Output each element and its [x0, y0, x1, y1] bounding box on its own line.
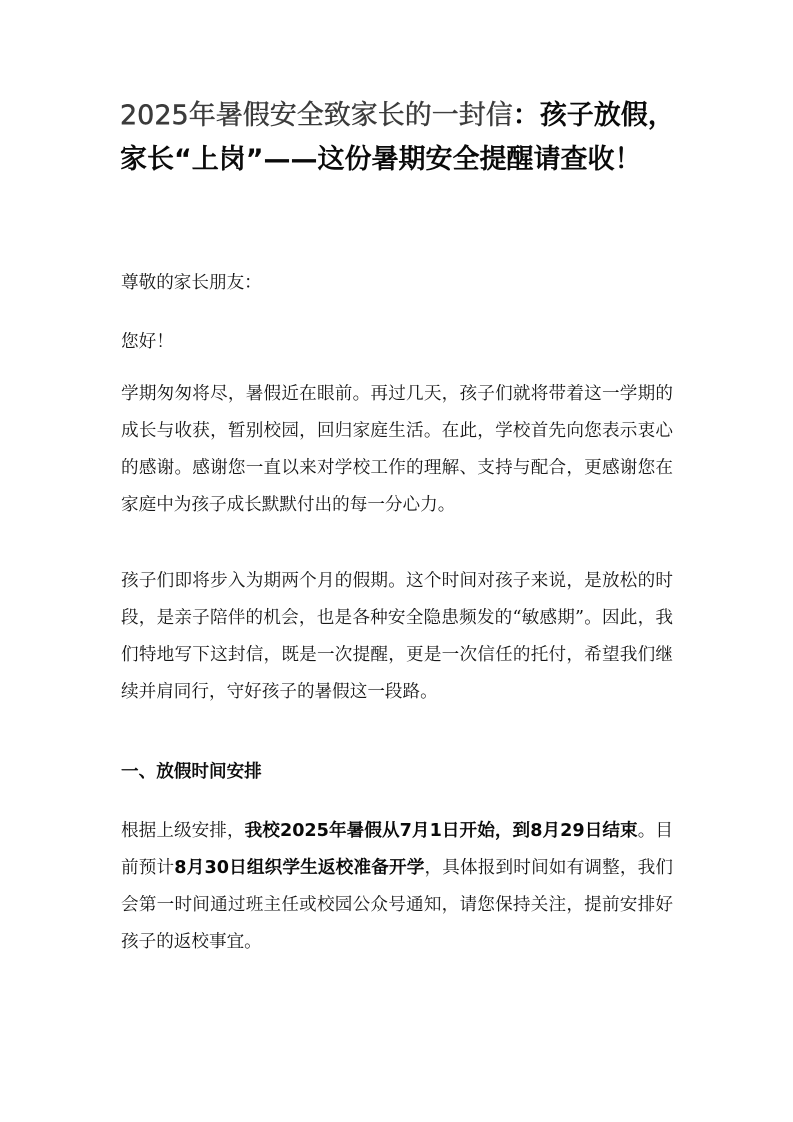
title-main: 2025年暑假安全致家长的一封信 [120, 100, 513, 131]
schedule-text-1: 根据上级安排， [121, 821, 245, 841]
schedule-dates-bold: 我校2025年暑假从7月1日开始，到8月29日结束 [244, 821, 638, 841]
salutation: 尊敬的家长朋友： [121, 273, 262, 293]
section-heading-holiday-schedule: 一、放假时间安排 [121, 762, 262, 782]
title-line-2: 家长“上岗”——这份暑期安全提醒请查收！ [120, 144, 642, 175]
title-line-1 [120, 94, 690, 138]
title-subtitle-start: ：孩子放假， [512, 100, 675, 131]
paragraph-holiday-schedule [121, 813, 673, 961]
paragraph-intro: 学期匆匆将尽，暑假近在眼前。再过几天，孩子们就将带着这一学期的成长与收获，暂别校园，回归家庭生活。在此，学校首先向您表示衷心的感谢。感谢您一直以来对学校工作的理解、支持与配合，更感谢您在家庭中为孩子成长默默付出的每一分心力。 [121, 384, 673, 515]
paragraph-purpose: 孩子们即将步入为期两个月的假期。这个时间对孩子来说，是放松的时段，是亲子陪伴的机会，也是各种安全隐患频发的“敏感期”。因此，我们特地写下这封信，既是一次提醒，更是一次信任的托付，希望我们继续并肩同行，守好孩子的暑假这一段路。 [121, 571, 673, 702]
document-title [120, 94, 690, 182]
greeting: 您好！ [121, 332, 174, 352]
schedule-text-2: 。目前预计 [121, 821, 673, 878]
schedule-text-3: ，具体报到时间如有调整，我们会第一时间通过班主任或校园公众号通知，请您保持关注，提前安排好孩子的返校事宜。 [121, 858, 673, 952]
return-date-bold: 8月30日组织学生返校准备开学 [174, 858, 425, 878]
